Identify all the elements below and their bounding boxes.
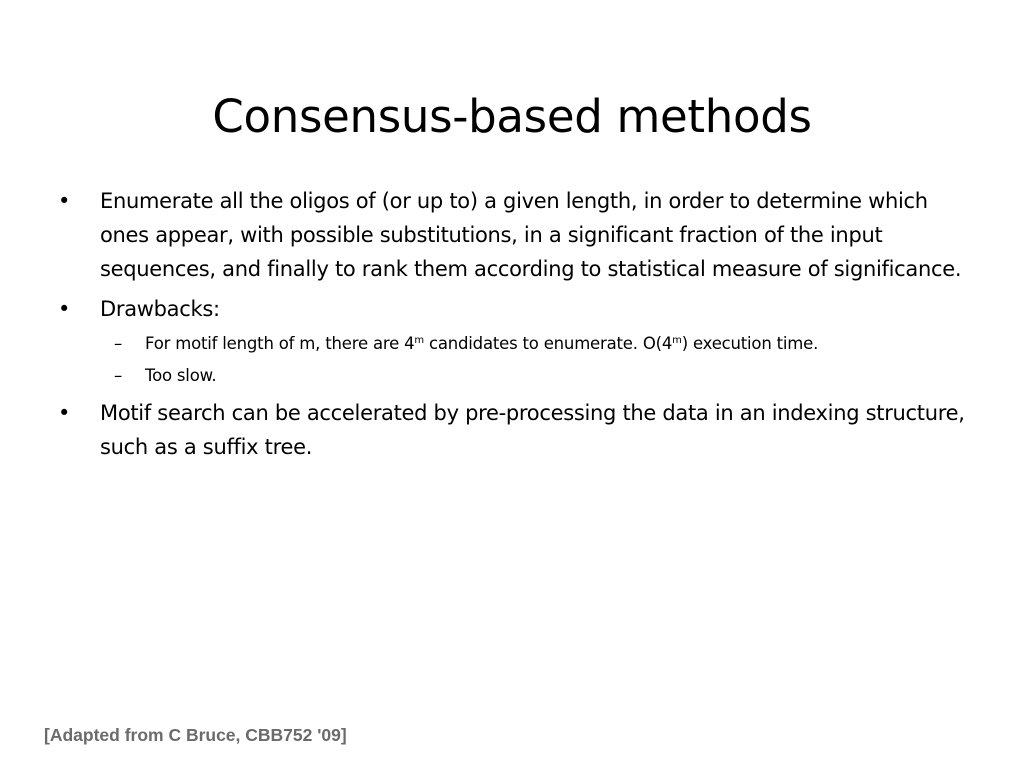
subbullet-text: Too slow. (145, 366, 217, 385)
bullet-marker: • (58, 189, 71, 213)
bullet-enumerate (58, 184, 970, 286)
bullet-text: Drawbacks: (100, 297, 220, 321)
subbullet-text-part-a: For motif length of m, there are 4 (145, 334, 415, 353)
subbullet-marker: – (114, 366, 123, 385)
subbullet-marker: – (114, 334, 123, 353)
slide-body (58, 184, 970, 470)
superscript-m: m (414, 335, 424, 346)
subbullet-text-part-b: candidates to enumerate. O(4 (423, 334, 673, 353)
bullet-motif-search (58, 396, 970, 464)
slide-title: Consensus-based methods (212, 90, 812, 144)
bullet-text: Enumerate all the oligos of (or up to) a given length, in order to determine which ones appear, with possible substitutions, in a significant fraction of the input sequences, and finally to rank them according to statistical measure of significance. (100, 189, 962, 281)
bullet-marker: • (58, 297, 71, 321)
bullet-drawbacks (58, 292, 970, 326)
superscript-m: m (672, 335, 682, 346)
bullet-text: Motif search can be accelerated by pre-processing the data in an indexing structure, such as a suffix tree. (100, 401, 965, 459)
bullet-marker: • (58, 401, 71, 425)
subbullet-too-slow (58, 364, 970, 388)
subbullet-text-part-c: ) execution time. (681, 334, 819, 353)
subbullet-motif-length (58, 332, 970, 356)
source-credit: [Adapted from C Bruce, CBB752 '09] (44, 725, 347, 745)
